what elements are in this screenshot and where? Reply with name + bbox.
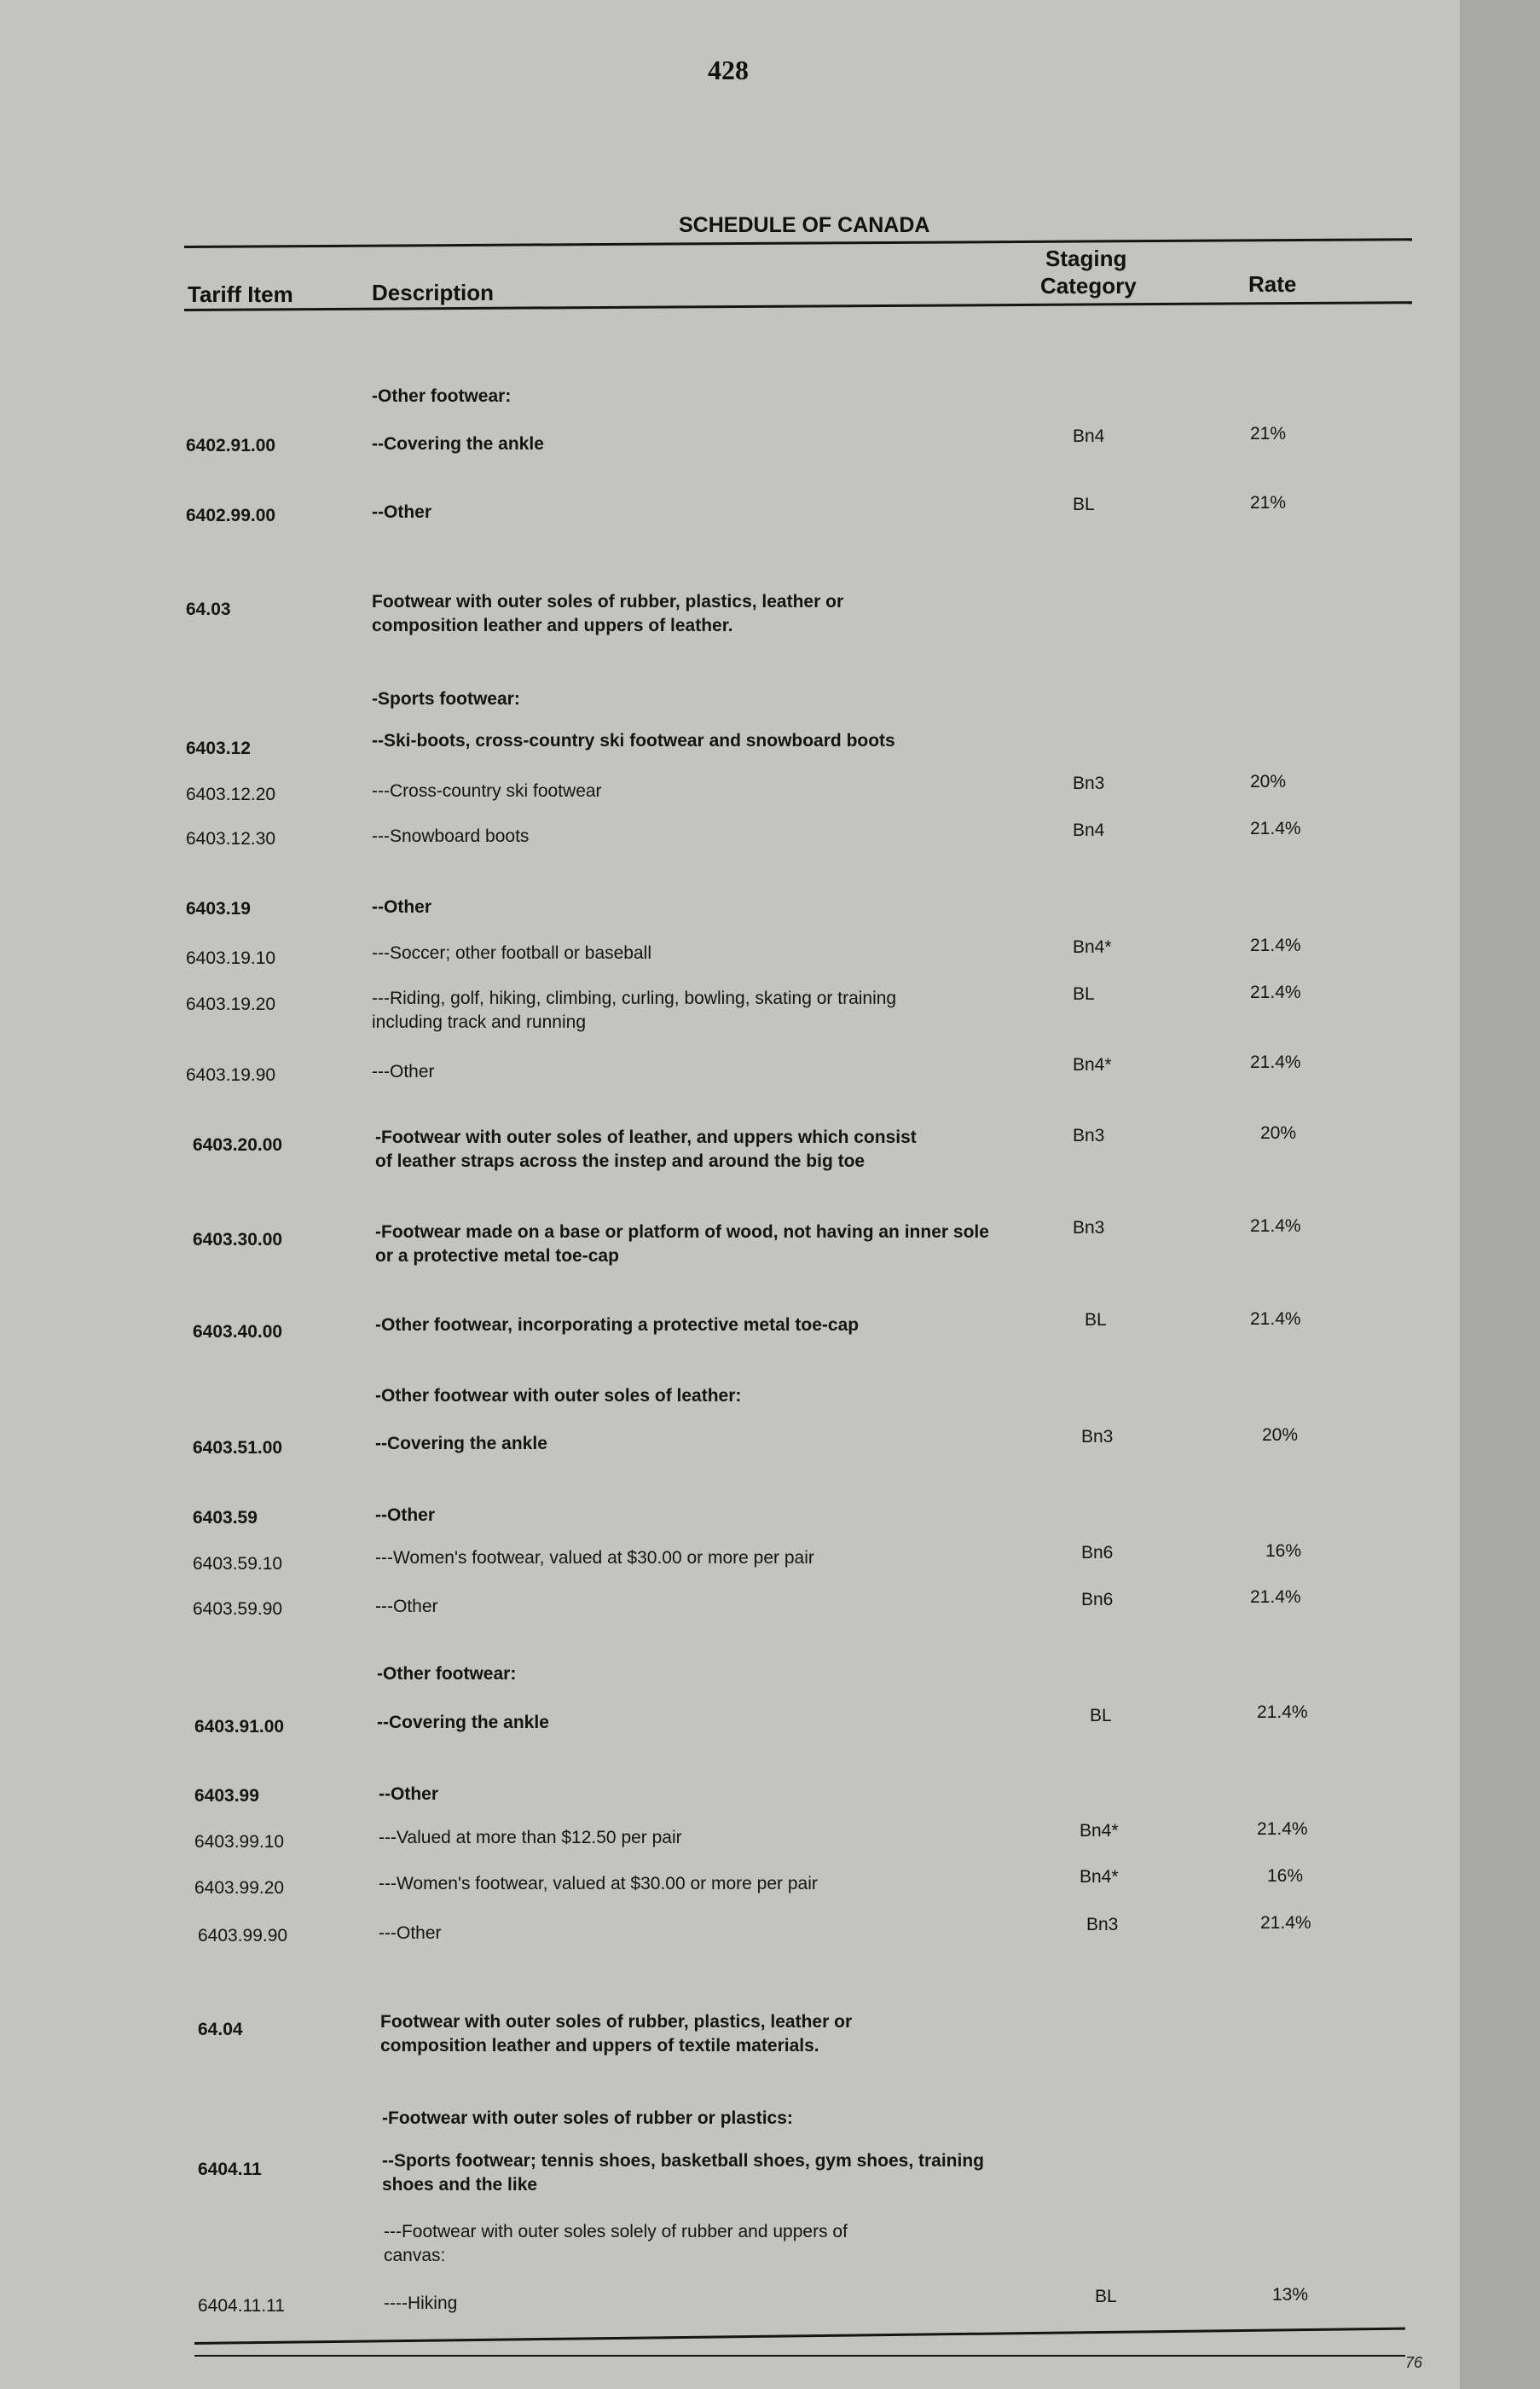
- tariff-item: 6403.12: [186, 739, 251, 758]
- rate: 21.4%: [1260, 1913, 1311, 1933]
- rate: 21%: [1250, 424, 1287, 444]
- rate: 21.4%: [1257, 1702, 1308, 1722]
- tariff-item: 6403.19.20: [186, 994, 276, 1014]
- row-description: --Other: [372, 502, 431, 522]
- header-staging-line2: Category: [1040, 273, 1137, 299]
- staging-category: BL: [1085, 1310, 1107, 1330]
- tariff-item: 6403.59.10: [193, 1554, 283, 1574]
- rate: 16%: [1265, 1541, 1302, 1561]
- tariff-item: 6403.99: [194, 1786, 259, 1806]
- tariff-item: 64.04: [198, 2020, 243, 2039]
- section-heading: -Sports footwear:: [372, 689, 520, 709]
- rate: 21.4%: [1250, 1309, 1301, 1329]
- row-description: --Sports footwear; tennis shoes, basketball shoes, gym shoes, training shoes and the like: [382, 2151, 984, 2195]
- row-description: --Covering the ankle: [375, 1434, 547, 1453]
- tariff-item: 6403.19.90: [186, 1065, 276, 1085]
- rate: 21.4%: [1250, 1216, 1301, 1236]
- staging-category: Bn4*: [1080, 1867, 1119, 1887]
- staging-category: BL: [1073, 984, 1095, 1004]
- row-description: ---Soccer; other football or baseball: [372, 943, 651, 963]
- staging-category: Bn6: [1081, 1543, 1114, 1563]
- staging-category: Bn4*: [1080, 1821, 1119, 1841]
- staging-category: Bn4*: [1073, 1055, 1112, 1075]
- tariff-item: 6402.99.00: [186, 506, 276, 525]
- row-description: ---Cross-country ski footwear: [372, 781, 602, 801]
- tariff-item: 64.03: [186, 600, 231, 619]
- row-description: ---Footwear with outer soles solely of rubber and uppers of canvas:: [384, 2222, 848, 2265]
- row-description: -Footwear made on a base or platform of wood, not having an inner sole or a protective metal toe-cap: [375, 1222, 989, 1266]
- row-description: --Other: [379, 1784, 438, 1804]
- row-description: --Covering the ankle: [377, 1713, 549, 1732]
- tariff-item: 6403.40.00: [193, 1322, 283, 1342]
- tariff-item: 6404.11: [198, 2160, 262, 2179]
- section-heading: -Footwear with outer soles of rubber or plastics:: [382, 2108, 793, 2128]
- footer-rule-lower: [194, 2355, 1405, 2357]
- staging-category: Bn4: [1073, 426, 1105, 446]
- row-description: ---Women's footwear, valued at $30.00 or more per pair: [375, 1548, 814, 1568]
- rate: 16%: [1267, 1866, 1304, 1886]
- corner-number: 76: [1405, 2354, 1423, 2371]
- rate: 20%: [1262, 1425, 1299, 1445]
- rate: 21.4%: [1250, 819, 1301, 838]
- tariff-item: 6403.91.00: [194, 1717, 285, 1737]
- row-description: ---Riding, golf, hiking, climbing, curling, bowling, skating or training including track and running: [372, 989, 897, 1032]
- row-description: ---Women's footwear, valued at $30.00 or more per pair: [379, 1874, 818, 1893]
- staging-category: Bn3: [1073, 1218, 1105, 1238]
- rate: 20%: [1250, 772, 1287, 792]
- tariff-item: 6403.59.90: [193, 1599, 283, 1619]
- staging-category: Bn3: [1081, 1427, 1114, 1447]
- rate: 21.4%: [1250, 1587, 1301, 1607]
- tariff-item: 6403.20.00: [193, 1135, 283, 1155]
- section-heading: -Other footwear:: [372, 386, 512, 406]
- row-description: --Other: [372, 897, 431, 917]
- tariff-item: 6403.30.00: [193, 1230, 283, 1250]
- tariff-item: 6403.19: [186, 899, 251, 919]
- row-description: ---Valued at more than $12.50 per pair: [379, 1828, 682, 1847]
- tariff-item: 6403.19.10: [186, 948, 276, 968]
- row-description: Footwear with outer soles of rubber, plastics, leather or composition leather and uppers of leather.: [372, 592, 844, 635]
- rate: 13%: [1272, 2285, 1309, 2305]
- rate: 21.4%: [1250, 983, 1301, 1002]
- header-rate: Rate: [1248, 271, 1297, 297]
- row-description: Footwear with outer soles of rubber, plastics, leather or composition leather and uppers of textile materials.: [380, 2012, 853, 2056]
- header-description: Description: [372, 280, 495, 305]
- staging-category: Bn3: [1073, 774, 1105, 793]
- rate: 21.4%: [1257, 1819, 1308, 1839]
- row-description: ---Other: [375, 1597, 438, 1616]
- staging-category: BL: [1073, 495, 1095, 514]
- tariff-item: 6403.99.90: [198, 1926, 288, 1945]
- tariff-item: 6403.99.20: [194, 1878, 285, 1898]
- tariff-item: 6402.91.00: [186, 436, 276, 455]
- rate: 21%: [1250, 493, 1287, 513]
- staging-category: Bn6: [1081, 1590, 1114, 1609]
- header-tariff-item: Tariff Item: [188, 281, 293, 307]
- staging-category: Bn3: [1073, 1126, 1105, 1145]
- tariff-item: 6403.99.10: [194, 1832, 285, 1852]
- schedule-title: SCHEDULE OF CANADA: [679, 213, 930, 237]
- rate: 21.4%: [1250, 936, 1301, 955]
- page-edge: [1460, 0, 1540, 2389]
- row-description: ----Hiking: [384, 2293, 458, 2313]
- header-staging-line1: Staging: [1045, 246, 1127, 271]
- staging-category: BL: [1095, 2287, 1117, 2306]
- tariff-item: 6404.11.11: [198, 2296, 285, 2316]
- staging-category: Bn4: [1073, 820, 1105, 840]
- tariff-item: 6403.12.20: [186, 785, 276, 804]
- tariff-item: 6403.59: [193, 1508, 258, 1528]
- staging-category: BL: [1090, 1706, 1112, 1725]
- row-description: -Footwear with outer soles of leather, and uppers which consist of leather straps across the instep and around the big toe: [375, 1128, 917, 1171]
- staging-category: Bn3: [1086, 1915, 1119, 1934]
- row-description: --Other: [375, 1505, 435, 1525]
- rate: 21.4%: [1250, 1052, 1301, 1072]
- section-heading: -Other footwear with outer soles of leather:: [375, 1386, 742, 1406]
- row-description: ---Snowboard boots: [372, 826, 530, 846]
- row-description: --Covering the ankle: [372, 434, 544, 454]
- row-description: -Other footwear, incorporating a protective metal toe-cap: [375, 1315, 860, 1335]
- staging-category: Bn4*: [1073, 937, 1112, 957]
- row-description: ---Other: [372, 1062, 435, 1081]
- row-description: ---Other: [379, 1923, 442, 1943]
- tariff-item: 6403.51.00: [193, 1438, 283, 1458]
- section-heading: -Other footwear:: [377, 1664, 517, 1684]
- rate: 20%: [1260, 1123, 1297, 1143]
- row-description: --Ski-boots, cross-country ski footwear and snowboard boots: [372, 731, 895, 751]
- page-number: 428: [708, 55, 749, 85]
- tariff-item: 6403.12.30: [186, 829, 276, 849]
